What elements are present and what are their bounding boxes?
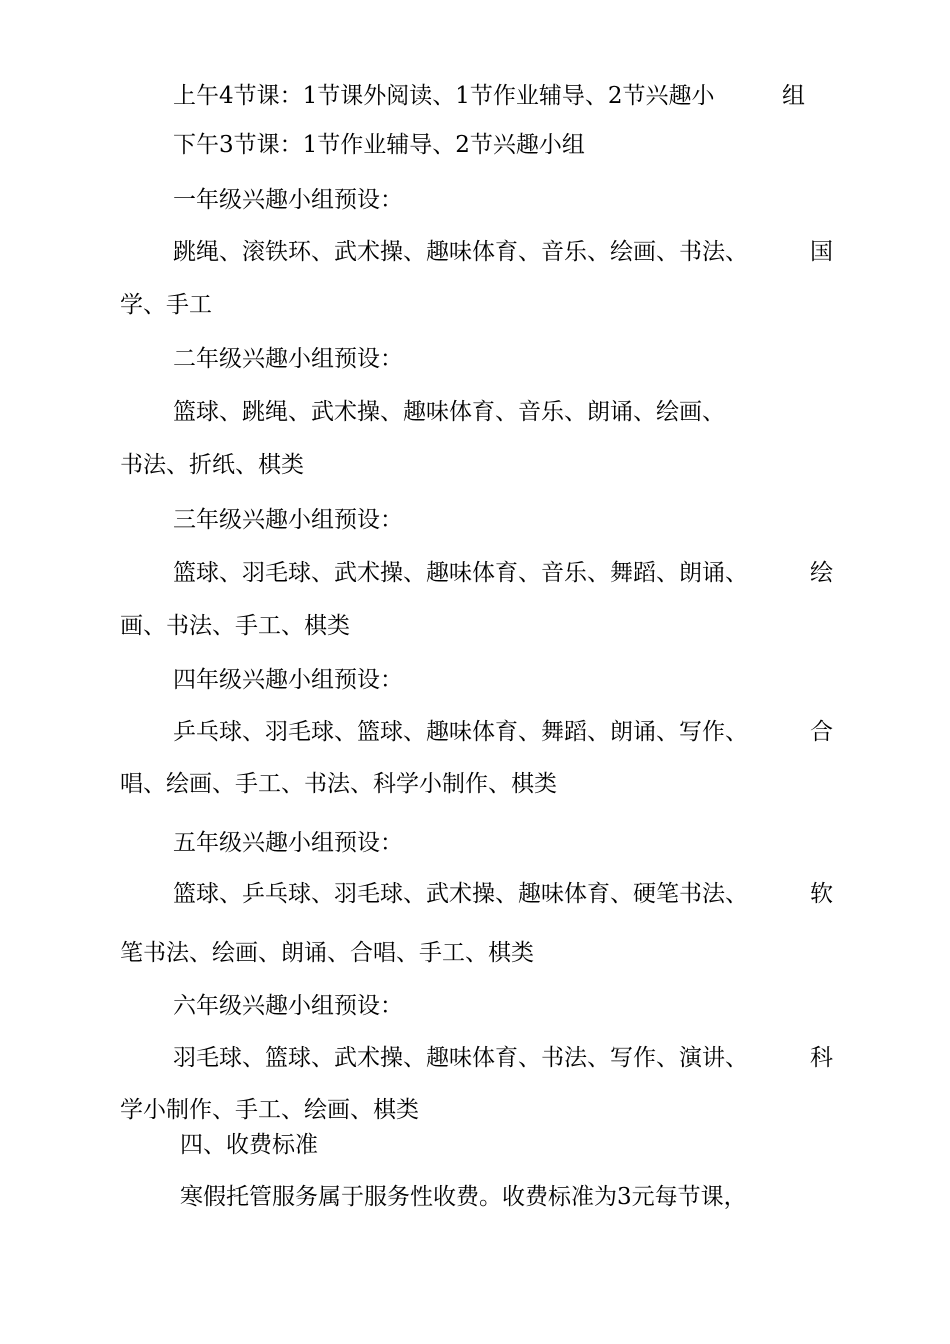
grade4-activities-line1 (173, 717, 833, 747)
morning-schedule-tail: 组 (782, 83, 805, 109)
grade6-heading: 六年级兴趣小组预设： (173, 993, 403, 1019)
grade2-heading: 二年级兴趣小组预设： (173, 346, 403, 372)
grade3-activities-tail: 绘 (810, 560, 833, 586)
morning-schedule-text: 上午4节课：1节课外阅读、1节作业辅导、2节兴趣小 (173, 83, 715, 109)
grade5-activities-line2: 笔书法、绘画、朗诵、合唱、手工、棋类 (120, 940, 534, 966)
grade3-activities-line1 (173, 558, 833, 588)
grade5-activities-tail: 软 (810, 881, 833, 907)
grade3-activities-text: 篮球、羽毛球、武术操、趣味体育、音乐、舞蹈、朗诵、 (173, 560, 748, 586)
grade6-activities-line2: 学小制作、手工、绘画、棋类 (120, 1097, 419, 1123)
grade1-activities-line1 (173, 237, 833, 267)
grade2-activities-line2: 书法、折纸、棋类 (120, 452, 304, 478)
morning-schedule (173, 81, 805, 111)
grade5-activities-text: 篮球、乒乓球、羽毛球、武术操、趣味体育、硬笔书法、 (173, 881, 748, 907)
grade1-activities-text: 跳绳、滚铁环、武术操、趣味体育、音乐、绘画、书法、 (173, 239, 748, 265)
fees-body: 寒假托管服务属于服务性收费。收费标准为3元每节课， (180, 1184, 747, 1210)
grade4-activities-line2: 唱、绘画、手工、书法、科学小制作、棋类 (120, 771, 557, 797)
grade3-activities-line2: 画、书法、手工、棋类 (120, 613, 350, 639)
grade3-heading: 三年级兴趣小组预设： (173, 507, 403, 533)
grade1-activities-tail: 国 (810, 239, 833, 265)
grade2-activities-line1: 篮球、跳绳、武术操、趣味体育、音乐、朗诵、绘画、 (173, 399, 725, 425)
grade4-activities-tail: 合 (810, 719, 833, 745)
grade4-heading: 四年级兴趣小组预设： (173, 667, 403, 693)
grade6-activities-text: 羽毛球、篮球、武术操、趣味体育、书法、写作、演讲、 (173, 1045, 748, 1071)
grade6-activities-tail: 科 (810, 1045, 833, 1071)
grade5-activities-line1 (173, 879, 833, 909)
grade1-heading: 一年级兴趣小组预设： (173, 187, 403, 213)
fees-heading: 四、收费标准 (180, 1132, 318, 1158)
grade1-activities-line2: 学、手工 (120, 292, 212, 318)
grade4-activities-text: 乒乓球、羽毛球、篮球、趣味体育、舞蹈、朗诵、写作、 (173, 719, 748, 745)
grade6-activities-line1 (173, 1043, 833, 1073)
grade5-heading: 五年级兴趣小组预设： (173, 830, 403, 856)
afternoon-schedule: 下午3节课：1节作业辅导、2节兴趣小组 (173, 132, 585, 158)
